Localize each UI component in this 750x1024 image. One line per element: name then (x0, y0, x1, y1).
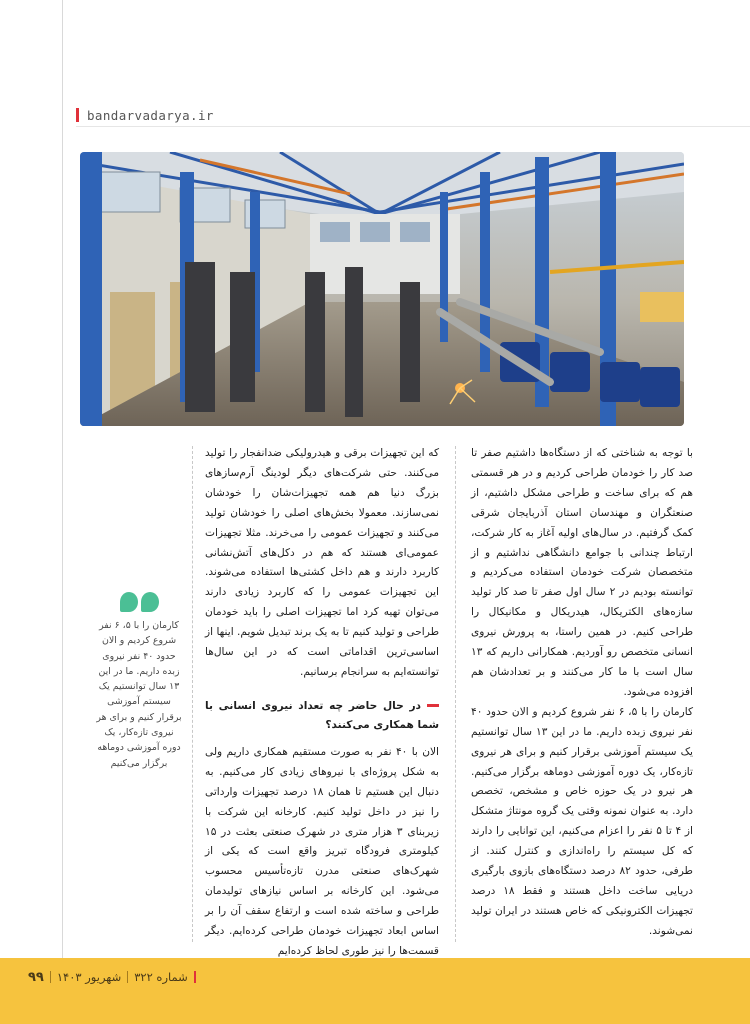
paragraph: کارمان را با ۵، ۶ نفر شروع کردیم و الان حدود ۴۰ نفر نیروی زبده داریم. ما در این ۱۳ سال توانستیم یک سیستم آموزشی برقرار کنیم و برای هر نیروی تازه‌کار، یک دوره آموزشی دوماهه برگزار می‌کنیم. هر نیرو در یک حوزه خاص و مشخص، تخصص دارد. به عنوان نمونه وقتی یک گروه مونتاژ متشکل از ۴ تا ۵ نفر را اعزام می‌کنیم، این توانایی را دارند که کل سیستم را راه‌اندازی و کنترل کنند. از طرفی، حدود ۸۲ درصد دستگاه‌های بازوی بارگیری دریایی ساخت داخل هستند و فقط ۱۸ درصد تجهیزات الکترونیکی که خاص هستند در ایران تولید نمی‌شوند. (471, 705, 693, 937)
margin-line (62, 0, 63, 958)
question-heading (205, 697, 439, 735)
footer-separator (50, 971, 51, 983)
pull-quote (96, 592, 182, 771)
paragraph: با توجه به شناختی که از دستگاه‌ها داشتیم صفر تا صد کار را خودمان طراحی کردیم و در هر قسمتی هم که برای ساخت و طراحی مشکل داشتیم، از صنعتگران و مهندسان استان آذربایجان شرقی کمک گرفتیم. در سال‌های اولیه آغاز به کار شرکت، ارتباط چندانی با جوامع دانشگاهی نداشتیم و از متخصصان شرکت خودمان استفاده می‌کردیم و توانسته بودیم در ۲ سال اول صفر تا صد کار تولید سازه‌های الکتریکال، هیدریکال و مکانیکال را طراحی کنیم. در همین راستا، به پرورش نیروی انسانی متخصص رو آوردیم. همکارانی داریم که ۱۳ سال است با ما کار می‌کنند و بر تعدادشان هم افزوده می‌شود. (471, 447, 693, 698)
site-url: bandarvadarya.ir (87, 107, 214, 123)
pull-quote-text: کارمان را با ۵، ۶ نفر شروع کردیم و الان حدود ۴۰ نفر نیروی زبده داریم. ما در این ۱۳ سال توانستیم یک سیستم آموزشی برقرار کنیم و برای هر نیروی تازه‌کار، یک دوره آموزشی دوماهه برگزار می‌کنیم (96, 620, 182, 769)
column-divider (455, 446, 456, 942)
factory-photo (80, 152, 684, 426)
article-column-right (471, 444, 693, 1022)
paragraph: که این تجهیزات برقی و هیدرولیکی ضدانفجار را تولید می‌کنند. حتی شرکت‌های دیگر لودینگ آرم‌سازهای بزرگ دنیا هم همه تجهیزات‌شان را خودشان نمی‌سازند. معمولا بخش‌های اصلی را خودشان تولید می‌کنند و تجهیزات عمومی را می‌خرند. مثلا تجهیزات عمومی‌ای هستند که هم در دکل‌های آتش‌نشانی کاربرد دارند و هم داخل کشتی‌ها استفاده می‌شوند. این تجهیزات عمومی را که کاربرد زیادی دارند می‌توان تهیه کرد اما تجهیزات اصلی را باید خودمان طراحی و تولید کنیم تا به یک برند تبدیل شویم. اینها از اساسی‌ترین اقداماتی است که در این سال‌ها توانسته‌ایم به سرانجام برسانیم. (205, 447, 439, 678)
quote-icon (96, 592, 182, 612)
footer-issue: شماره ۳۲۲ (134, 970, 188, 984)
site-header (76, 106, 214, 124)
paragraph: الان با ۴۰ نفر به صورت مستقیم همکاری داریم ولی به شکل پروژه‌ای با نیروهای زیادی کار می‌کنیم. به دنبال این هستیم تا همان ۱۸ درصد تجهیزات وارداتی را نیز در داخل تولید کنیم. کارخانه این شرکت با زیربنای ۳ هزار متری در شهرک صنعتی بعثت در ۱۵ کیلومتری فرودگاه تبریز واقع است که یکی از شهرک‌های صنعتی مدرن تازه‌تأسیس محسوب می‌شود. این کارخانه بر اساس نیازهای تولیدمان طراحی و ساخته شده است و ارتفاع سقف آن را بر اساس ابعاد تجهیزات خودمان طراحی کرده‌ایم. دیگر قسمت‌ها را نیز طوری لحاظ کرده‌ایم (205, 745, 439, 957)
page-number: ۹۹ (28, 969, 44, 985)
column-divider (192, 446, 193, 942)
question-marker (427, 704, 439, 707)
header-rule (76, 126, 750, 127)
footer (28, 968, 196, 986)
accent-bar (76, 108, 79, 122)
footer-separator (127, 971, 128, 983)
footer-date: شهریور ۱۴۰۳ (56, 970, 122, 984)
question-text: در حال حاضر چه تعداد نیروی انسانی با شما همکاری می‌کنند؟ (205, 699, 439, 731)
footer-accent (194, 971, 196, 983)
article-column-middle (205, 444, 439, 962)
